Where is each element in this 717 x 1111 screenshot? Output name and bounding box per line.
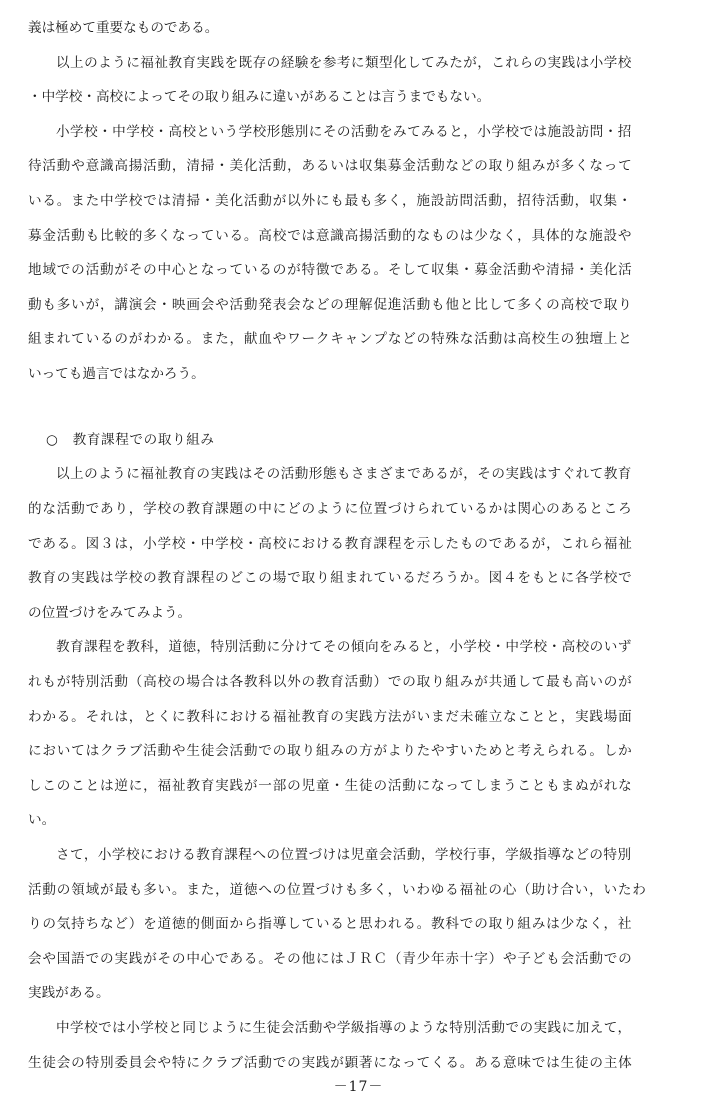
text-line: しこのことは逆に，福祉教育実践が一部の児童・生徒の活動になってしまうこともまぬがれな — [28, 778, 633, 794]
text-line: さて，小学校における教育課程への位置づけは児童会活動，学校行事，学級指導などの特別 — [56, 847, 632, 863]
text-line: 小学校・中学校・高校という学校形態別にその活動をみてみると，小学校では施設訪問・招 — [56, 124, 632, 140]
text-line: りの気持ちなど）を道徳的側面から指導していると思われる。教科での取り組みは少なく，社 — [28, 916, 633, 932]
text-line: ・中学校・高校によってその取り組みに違いがあることは言うまでもない。 — [28, 89, 491, 105]
text-line: 中学校では小学校と同じように生徒会活動や学級指導のような特別活動での実践に加えて， — [56, 1020, 632, 1036]
text-line: れもが特別活動（高校の場合は各教科以外の教育活動）での取り組みが共通して最も高いのが — [28, 674, 633, 690]
text-line: 以上のように福祉教育の実践はその活動形態もさまざまであるが，その実践はすぐれて教育 — [56, 466, 632, 482]
text-line: 実践がある。 — [28, 985, 110, 1001]
text-line: 生徒会の特別委員会や特にクラブ活動での実践が顕著になってくる。ある意味では生徒の主体 — [28, 1055, 633, 1071]
text-line: 募金活動も比較的多くなっている。高校では意識高揚活動的なものは少なく，具体的な施設や — [28, 228, 633, 244]
text-line: 教育の実践は学校の教育課程のどこの場で取り組まれているだろうか。図４をもとに各学校で — [28, 570, 633, 586]
text-line: 義は極めて重要なものである。 — [28, 20, 219, 36]
text-line: 組まれているのがわかる。また，献血やワークキャンプなどの特殊な活動は高校生の独壇上と — [28, 331, 633, 347]
section-heading: ○ 教育課程での取り組み — [46, 432, 215, 448]
page-number: －17－ — [333, 1079, 384, 1095]
text-line: の位置づけをみてみよう。 — [28, 605, 192, 621]
text-line: においてはクラブ活動や生徒会活動での取り組みの方がよりたやすいためと考えられる。しか — [28, 743, 633, 759]
text-line: わかる。それは，とくに教科における福祉教育の実践方法がいまだ未確立なことと，実践場面 — [28, 709, 633, 725]
text-line: 動も多いが，講演会・映画会や活動発表会などの理解促進活動も他と比して多くの高校で取り — [28, 297, 633, 313]
text-line: 待活動や意識高揚活動，清掃・美化活動，あるいは収集募金活動などの取り組みが多くなって — [28, 158, 633, 174]
text-line: 会や国語での実践がその中心である。その他にはＪＲＣ（青少年赤十字）や子ども会活動での — [28, 951, 633, 967]
text-line: いっても過言ではなかろう。 — [28, 366, 205, 382]
text-line: 教育課程を教科，道徳，特別活動に分けてその傾向をみると，小学校・中学校・高校のいず — [56, 639, 632, 655]
text-line: いる。また中学校では清掃・美化活動が以外にも最も多く，施設訪問活動，招待活動，収集・ — [28, 193, 633, 209]
text-line: 活動の領域が最も多い。また，道徳への位置づけも多く，いわゆる福祉の心（助け合い，いたわ — [28, 882, 647, 898]
text-line: い。 — [28, 812, 56, 828]
text-line: である。図３は，小学校・中学校・高校における教育課程を示したものであるが，これら福祉 — [28, 536, 633, 552]
text-line: 的な活動であり，学校の教育課題の中にどのように位置づけられているかは関心のあるところ — [28, 501, 633, 517]
text-line: 地域での活動がその中心となっているのが特徴である。そして収集・募金活動や清掃・美化活 — [28, 262, 633, 278]
text-line: 以上のように福祉教育実践を既存の経験を参考に類型化してみたが，これらの実践は小学校 — [56, 55, 632, 71]
